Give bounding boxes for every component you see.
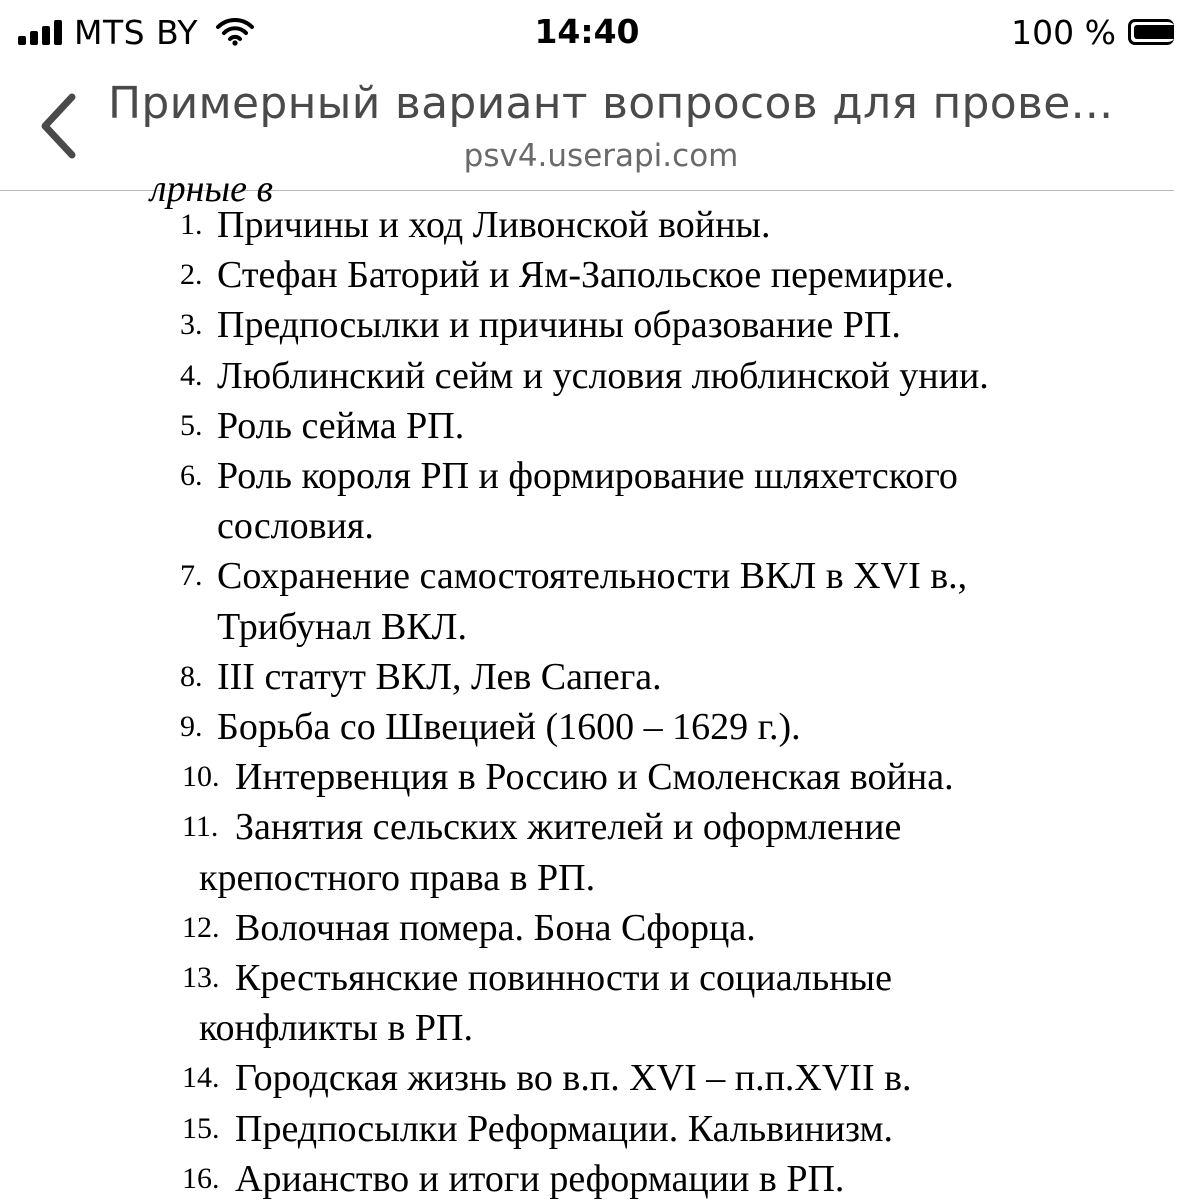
question-item bbox=[0, 1154, 1117, 1204]
clipped-heading-line: лрные в bbox=[150, 168, 274, 210]
question-text: Сохранение самостоятельности ВКЛ в XVI в., Трибунал ВКЛ. bbox=[217, 555, 968, 648]
question-item bbox=[0, 451, 1117, 551]
question-text: Причины и ход Ливонской войны. bbox=[217, 204, 771, 246]
question-number: 1. bbox=[180, 208, 203, 241]
battery-percentage: 100 % bbox=[1011, 12, 1116, 52]
page-title: Примерный вариант вопросов для прове... bbox=[108, 78, 1114, 129]
question-item bbox=[0, 752, 1117, 802]
question-item bbox=[0, 903, 1117, 953]
question-text: Предпосылки Реформации. Кальвинизм. bbox=[235, 1107, 894, 1150]
question-text: III статут ВКЛ, Лев Сапега. bbox=[217, 655, 662, 698]
question-number: 7. bbox=[180, 559, 203, 593]
question-item bbox=[0, 551, 1117, 651]
question-text: Крестьянские повинности и социальные конфликты в РП. bbox=[199, 957, 892, 1050]
question-number: 15. bbox=[182, 1111, 220, 1145]
question-text: Занятия сельских жителей и оформление крепостного права в РП. bbox=[199, 806, 902, 899]
question-number: 14. bbox=[182, 1061, 220, 1095]
question-list bbox=[0, 200, 1117, 1204]
question-item bbox=[0, 401, 1117, 451]
status-time: 14:40 bbox=[534, 12, 640, 51]
question-number: 12. bbox=[182, 910, 220, 944]
question-number: 10. bbox=[182, 760, 220, 794]
question-text: Люблинский сейм и условия люблинской унии. bbox=[217, 354, 989, 397]
question-item bbox=[0, 250, 1117, 300]
document-viewer[interactable] bbox=[0, 168, 1174, 1200]
question-text: Роль короля РП и формирование шляхетского сословия. bbox=[217, 455, 958, 548]
question-text: Арианство и итоги реформации в РП. bbox=[235, 1157, 845, 1200]
question-text: Интервенция в Россию и Смоленская война. bbox=[235, 756, 954, 799]
question-item bbox=[0, 802, 1117, 902]
question-item bbox=[0, 953, 1117, 1053]
question-number: 11. bbox=[182, 810, 219, 844]
question-number: 8. bbox=[180, 659, 203, 693]
question-number: 4. bbox=[180, 358, 203, 392]
page-domain: psv4.userapi.com bbox=[463, 138, 739, 174]
question-text: Борьба со Швецией (1600 – 1629 г.). bbox=[217, 706, 801, 749]
status-right bbox=[1011, 12, 1174, 52]
question-text: Волочная помера. Бона Сфорца. bbox=[235, 906, 756, 949]
question-text: Предпосылки и причины образование РП. bbox=[217, 304, 901, 347]
question-number: 13. bbox=[182, 961, 220, 995]
question-number: 9. bbox=[180, 710, 203, 744]
question-number: 16. bbox=[182, 1161, 220, 1195]
question-item bbox=[0, 300, 1117, 350]
question-item bbox=[0, 1104, 1117, 1154]
question-item bbox=[0, 351, 1117, 401]
question-item bbox=[0, 200, 1117, 250]
question-number: 5. bbox=[180, 408, 203, 442]
question-text: Городская жизнь во в.п. XVI – п.п.XVII в. bbox=[235, 1057, 912, 1100]
question-item bbox=[0, 1053, 1117, 1103]
question-text: Роль сейма РП. bbox=[217, 404, 465, 447]
question-number: 6. bbox=[180, 459, 203, 493]
carrier-name: MTS BY bbox=[74, 12, 199, 52]
status-bar bbox=[0, 0, 1174, 64]
question-text: Стефан Баторий и Ям-Запольское перемирие. bbox=[217, 254, 954, 297]
question-item bbox=[0, 702, 1117, 752]
question-number: 3. bbox=[180, 308, 203, 342]
question-number: 2. bbox=[180, 258, 203, 292]
question-item bbox=[0, 652, 1117, 702]
battery-icon bbox=[1128, 19, 1174, 45]
